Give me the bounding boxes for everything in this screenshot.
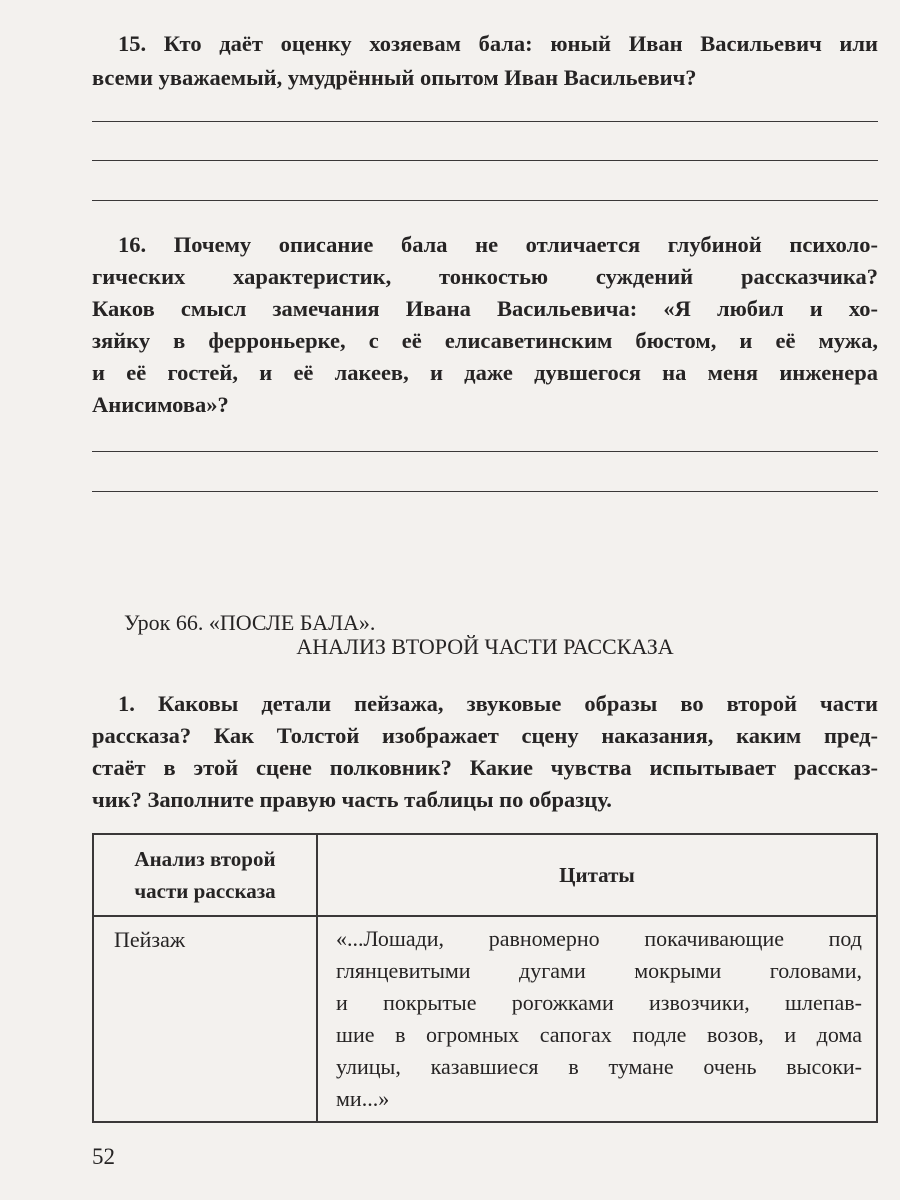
question-15-cont [92,62,878,94]
question-line: всеми уважаемый, умудрённый опытом Иван Васильевич? [92,65,697,90]
quote-line: «...Лошади, равномерно покачивающие под [336,926,862,951]
question-line: 1. Каковы детали пейзажа, звуковые образы во второй части [118,691,878,716]
question-16-cont [92,261,878,421]
question-line: Анисимова»? [92,392,229,417]
question-16 [118,229,878,261]
lesson-title-line1: Урок 66. «ПОСЛЕ БАЛА». [124,610,376,635]
answer-line[interactable] [92,160,878,161]
row-quote [317,916,877,1122]
header-text: части рассказа [134,879,276,903]
header-text: Анализ второй [134,847,276,871]
question-1-cont [92,720,878,816]
question-line: гических характеристик, тонкостью суждений рассказчика? [92,264,878,289]
question-line: 16. Почему описание бала не отличается глубиной психоло- [118,232,878,257]
question-1 [118,688,878,720]
header-quotes: Цитаты [317,834,877,916]
question-15 [118,28,878,60]
question-line: стаёт в этой сцене полковник? Какие чувства испытывает рассказ- [92,755,878,780]
answer-line[interactable] [92,200,878,201]
question-line: чик? Заполните правую часть таблицы по образцу. [92,787,612,812]
answer-line[interactable] [92,491,878,492]
question-line: 15. Кто даёт оценку хозяевам бала: юный Иван Васильевич или [118,31,878,56]
table-row [93,916,877,1122]
analysis-table [92,833,878,1123]
table-header-row [93,834,877,916]
answer-line[interactable] [92,121,878,122]
quote-line: глянцевитыми дугами мокрыми головами, [336,958,862,983]
header-analysis [93,834,317,916]
answer-line[interactable] [92,451,878,452]
quote-line: ми...» [336,1086,390,1111]
page-number: 52 [92,1144,115,1169]
question-line: и её гостей, и её лакеев, и даже дувшегося на меня инженера [92,360,878,385]
quote-line: улицы, казавшиеся в тумане очень высоки- [336,1054,862,1079]
row-label: Пейзаж [93,916,317,1122]
question-line: Каков смысл замечания Ивана Васильевича: «Я любил и хо- [92,296,878,321]
lesson-title-line2: АНАЛИЗ ВТОРОЙ ЧАСТИ РАССКАЗА [296,634,674,659]
quote-line: и покрытые рогожками извозчики, шлепав- [336,990,862,1015]
question-line: рассказа? Как Толстой изображает сцену наказания, каким пред- [92,723,878,748]
question-line: зяйку в ферроньерке, с её елисаветинским бюстом, и её мужа, [92,328,878,353]
quote-line: шие в огромных сапогах подле возов, и дома [336,1022,862,1047]
